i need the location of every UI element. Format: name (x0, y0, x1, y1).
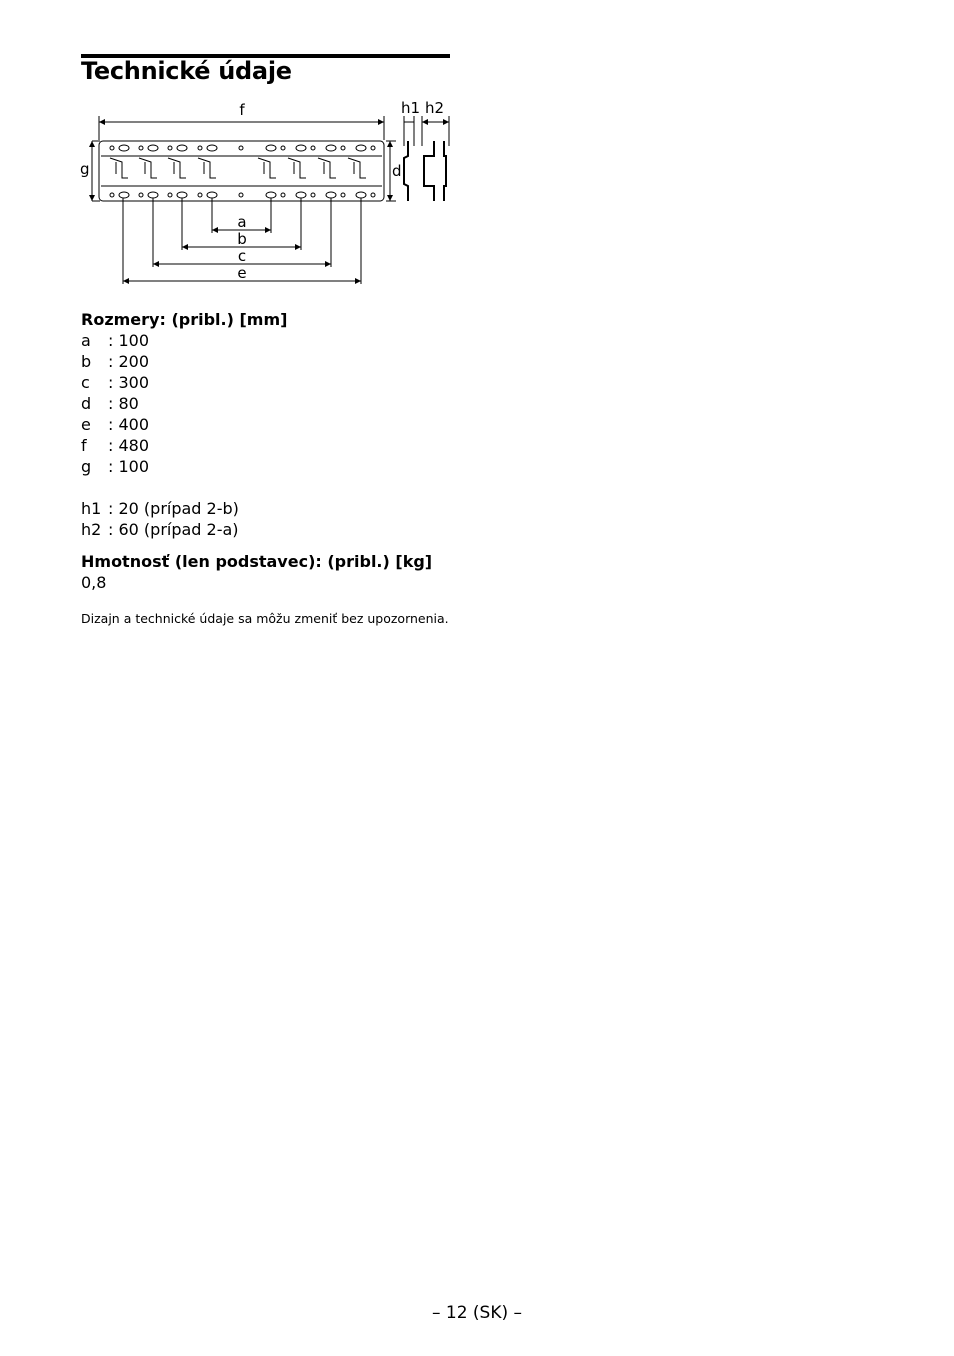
dimension-value: : 20 (prípad 2-b) (108, 499, 239, 518)
dimension-row (81, 414, 239, 435)
dimension-row (81, 456, 239, 477)
dimension-key: f (81, 436, 87, 455)
dimension-value: : 60 (prípad 2-a) (108, 520, 239, 539)
dimension-key: c (81, 373, 90, 392)
dimension-key: h1 (81, 499, 102, 518)
dimension-value: : 400 (108, 415, 150, 434)
label-g: g (80, 160, 90, 178)
dimension-row (81, 519, 239, 540)
label-c: c (237, 247, 247, 265)
dimension-key: a (81, 331, 91, 350)
dimension-key: d (81, 394, 92, 413)
dimension-row (81, 435, 239, 456)
dimensions-list (81, 330, 239, 540)
dimension-key: b (81, 352, 92, 371)
dimension-value: : 80 (108, 394, 139, 413)
dimension-key: g (81, 457, 92, 476)
dimension-row (81, 372, 239, 393)
label-b: b (237, 230, 247, 248)
label-e: e (237, 264, 247, 282)
dimension-value: : 300 (108, 373, 150, 392)
dimension-row (81, 498, 239, 519)
label-h1: h1 (401, 99, 421, 117)
dimension-key: h2 (81, 520, 102, 539)
label-a: a (237, 213, 247, 231)
label-d: d (392, 162, 402, 180)
dimensions-heading: Rozmery: (pribl.) [mm] (81, 310, 288, 329)
bracket-diagram (78, 96, 454, 286)
dimension-row (81, 393, 239, 414)
weight-heading: Hmotnosť (len podstavec): (pribl.) [kg] (81, 552, 433, 571)
dimension-value: : 480 (108, 436, 150, 455)
dimension-value: : 200 (108, 352, 150, 371)
dimension-value: : 100 (108, 457, 150, 476)
label-h2: h2 (425, 99, 445, 117)
label-f: f (239, 101, 245, 119)
dimension-value: : 100 (108, 331, 150, 350)
dimension-key: e (81, 415, 91, 434)
dimension-row (81, 330, 239, 351)
dimension-row (81, 351, 239, 372)
weight-value: 0,8 (81, 573, 107, 592)
disclaimer-note: Dizajn a technické údaje sa môžu zmeniť bez upozornenia. (81, 611, 449, 626)
page-number: – 12 (SK) – (431, 1303, 523, 1323)
page-title: Technické údaje (81, 57, 292, 85)
spacer (81, 477, 239, 498)
